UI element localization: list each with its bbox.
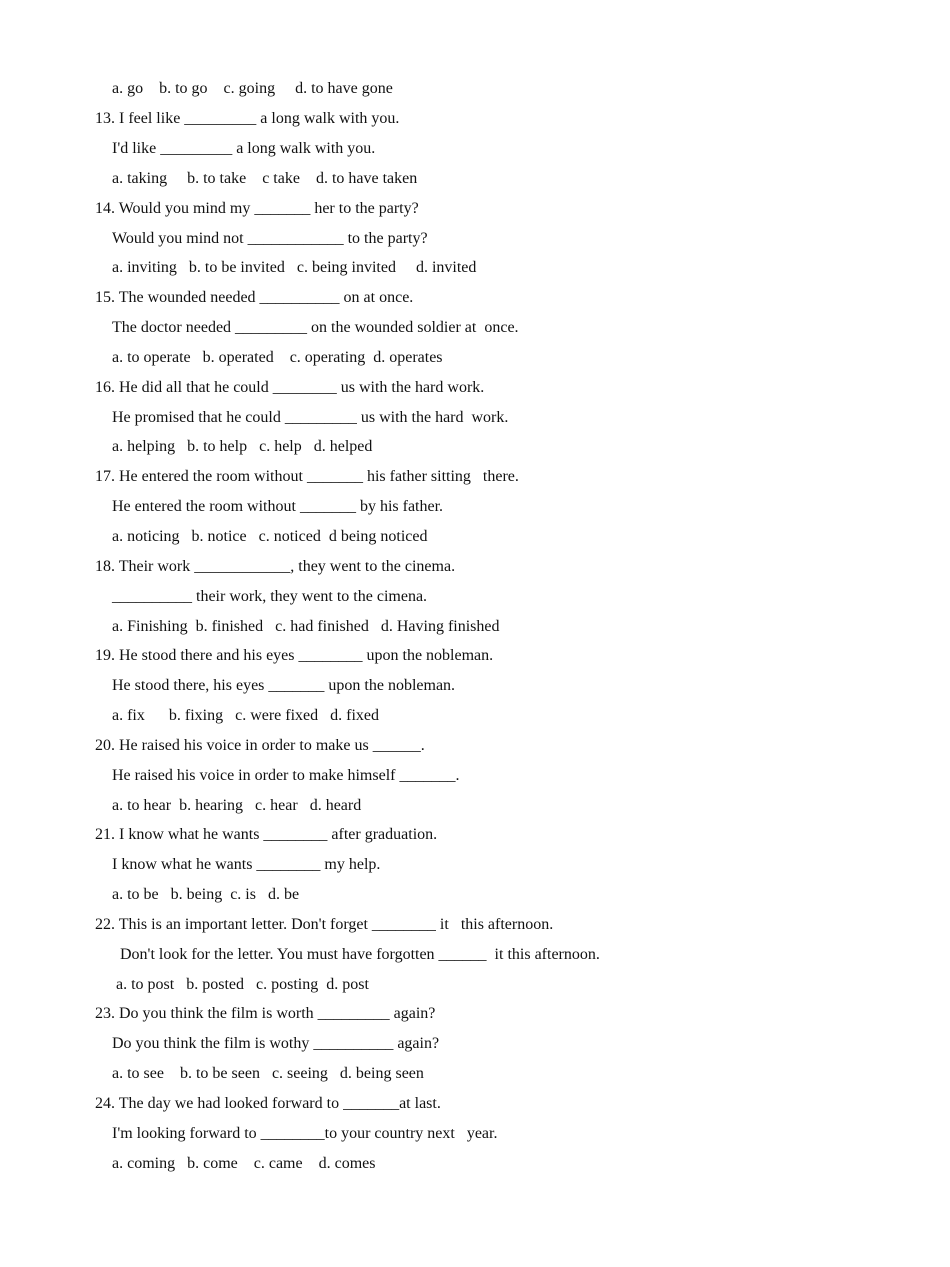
q24-options: a. coming b. come c. came d. comes xyxy=(112,1155,376,1172)
q19-sentence-1: 19. He stood there and his eyes ________ upon the nobleman. xyxy=(95,647,494,664)
q21-options: a. to be b. being c. is d. be xyxy=(112,886,300,903)
q13-sentence-2: I'd like _________ a long walk with you. xyxy=(112,140,376,157)
q23-sentence-2: Do you think the film is wothy __________ again? xyxy=(112,1035,440,1052)
q18-sentence-1: 18. Their work ____________, they went to the cinema. xyxy=(95,558,456,575)
q17-sentence-1: 17. He entered the room without _______ his father sitting there. xyxy=(95,468,519,485)
q16-sentence-1: 16. He did all that he could ________ us with the hard work. xyxy=(95,379,485,396)
q12-options: a. go b. to go c. going d. to have gone xyxy=(112,80,393,97)
q22-sentence-1: 22. This is an important letter. Don't forget ________ it this afternoon. xyxy=(95,916,554,933)
q21-sentence-2: I know what he wants ________ my help. xyxy=(112,856,381,873)
q20-sentence-2: He raised his voice in order to make himself _______. xyxy=(112,767,460,784)
q20-sentence-1: 20. He raised his voice in order to make us ______. xyxy=(95,737,425,754)
q23-sentence-1: 23. Do you think the film is worth _________ again? xyxy=(95,1005,436,1022)
q17-sentence-2: He entered the room without _______ by his father. xyxy=(112,498,444,515)
q16-sentence-2: He promised that he could _________ us with the hard work. xyxy=(112,409,509,426)
q15-options: a. to operate b. operated c. operating d. operates xyxy=(112,349,443,366)
q20-options: a. to hear b. hearing c. hear d. heard xyxy=(112,797,362,814)
q15-sentence-1: 15. The wounded needed __________ on at once. xyxy=(95,289,414,306)
q16-options: a. helping b. to help c. help d. helped xyxy=(112,438,373,455)
q14-options: a. inviting b. to be invited c. being invited d. invited xyxy=(112,259,477,276)
q24-sentence-2: I'm looking forward to ________to your country next year. xyxy=(112,1125,498,1142)
q19-sentence-2: He stood there, his eyes _______ upon the nobleman. xyxy=(112,677,456,694)
q21-sentence-1: 21. I know what he wants ________ after graduation. xyxy=(95,826,438,843)
q13-options: a. taking b. to take c take d. to have taken xyxy=(112,170,418,187)
q17-options: a. noticing b. notice c. noticed d being noticed xyxy=(112,528,428,545)
q22-options: a. to post b. posted c. posting d. post xyxy=(116,976,369,993)
q15-sentence-2: The doctor needed _________ on the wounded soldier at once. xyxy=(112,319,519,336)
q24-sentence-1: 24. The day we had looked forward to _______at last. xyxy=(95,1095,441,1112)
q14-sentence-2: Would you mind not ____________ to the party? xyxy=(112,230,428,247)
q22-sentence-2: Don't look for the letter. You must have forgotten ______ it this afternoon. xyxy=(120,946,600,963)
q13-sentence-1: 13. I feel like _________ a long walk with you. xyxy=(95,110,400,127)
q18-options: a. Finishing b. finished c. had finished d. Having finished xyxy=(112,618,500,635)
q23-options: a. to see b. to be seen c. seeing d. being seen xyxy=(112,1065,424,1082)
q19-options: a. fix b. fixing c. were fixed d. fixed xyxy=(112,707,380,724)
q18-sentence-2: __________ their work, they went to the cimena. xyxy=(112,588,428,605)
q14-sentence-1: 14. Would you mind my _______ her to the party? xyxy=(95,200,419,217)
